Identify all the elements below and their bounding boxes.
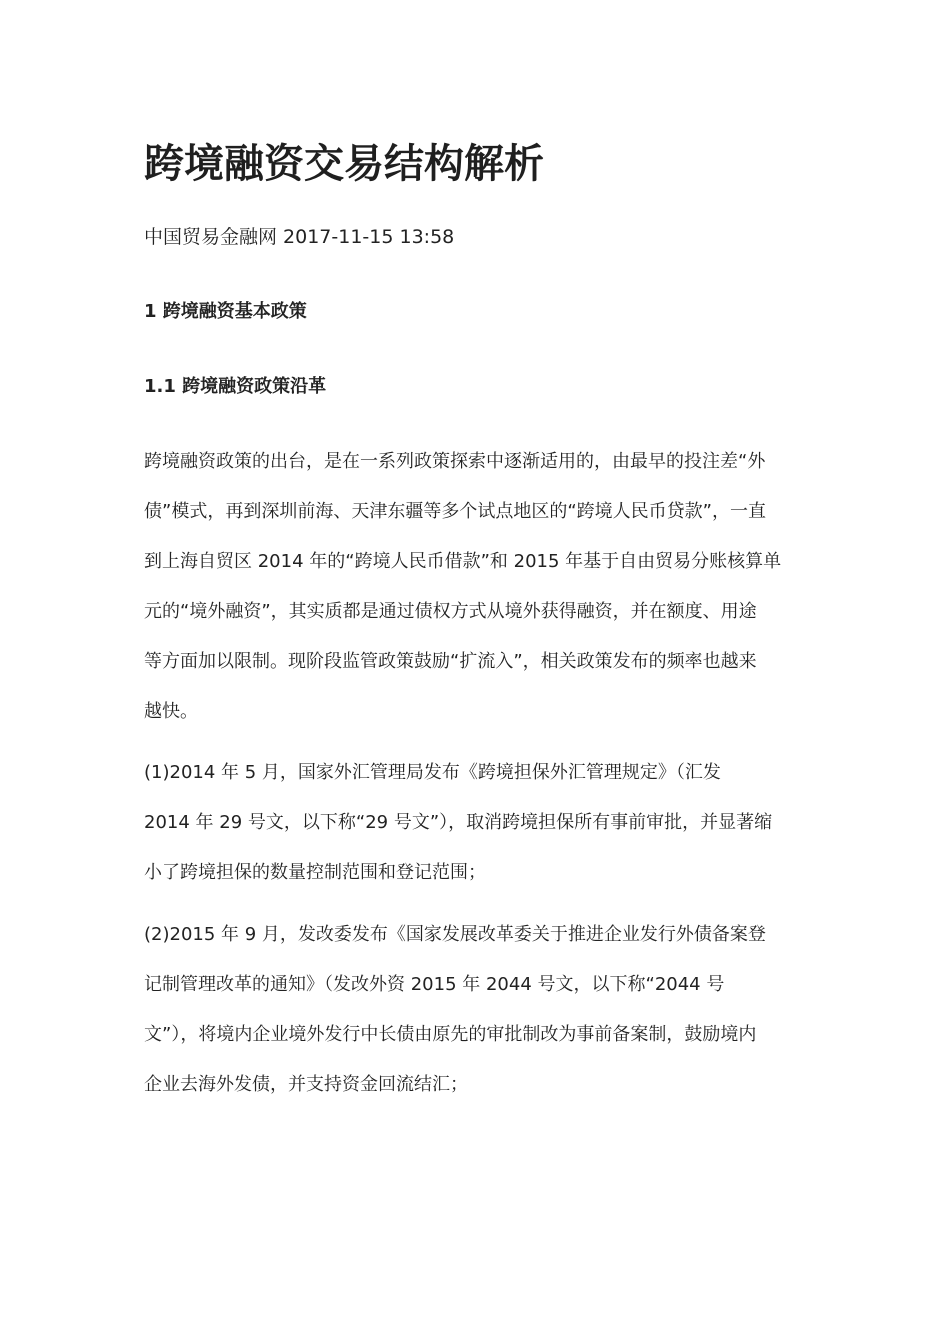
paragraph-line: 元的“境外融资”，其实质都是通过债权方式从境外获得融资，并在额度、用途 [144,601,757,622]
paragraph-line: 到上海自贸区 2014 年的“跨境人民币借款”和 2015 年基于自由贸易分账核算单 [144,551,782,572]
paragraph-line: (2)2015 年 9 月，发改委发布《国家发展改革委关于推进企业发行外债备案登 [144,924,766,945]
paragraph-line: 文”），将境内企业境外发行中长债由原先的审批制改为事前备案制，鼓励境内 [144,1024,757,1045]
article-title: 跨境融资交易结构解析 [144,141,544,187]
paragraph-line: 等方面加以限制。现阶段监管政策鼓励“扩流入”，相关政策发布的频率也越来 [144,651,757,672]
paragraph-line: 债”模式，再到深圳前海、天津东疆等多个试点地区的“跨境人民币贷款”，一直 [144,501,766,522]
article-meta: 中国贸易金融网 2017-11-15 13:58 [144,226,455,248]
paragraph-line: 越快。 [144,701,198,722]
paragraph-line: 2014 年 29 号文，以下称“29 号文”），取消跨境担保所有事前审批，并显著缩 [144,812,773,833]
section-heading-1: 1 跨境融资基本政策 [144,301,307,322]
paragraph-item-2 [144,923,808,1123]
paragraph-line: 企业去海外发债，并支持资金回流结汇； [144,1074,468,1095]
paragraph-line: 跨境融资政策的出台，是在一系列政策探索中逐渐适用的，由最早的投注差“外 [144,451,766,472]
section-heading-1-1: 1.1 跨境融资政策沿革 [144,376,327,397]
paragraph-line: (1)2014 年 5 月，国家外汇管理局发布《跨境担保外汇管理规定》（汇发 [144,762,721,783]
paragraph-item-1 [144,761,808,911]
paragraph-policy-history [144,450,808,750]
paragraph-line: 小了跨境担保的数量控制范围和登记范围； [144,862,486,883]
paragraph-line: 记制管理改革的通知》（发改外资 2015 年 2044 号文，以下称“2044 号 [144,974,725,995]
